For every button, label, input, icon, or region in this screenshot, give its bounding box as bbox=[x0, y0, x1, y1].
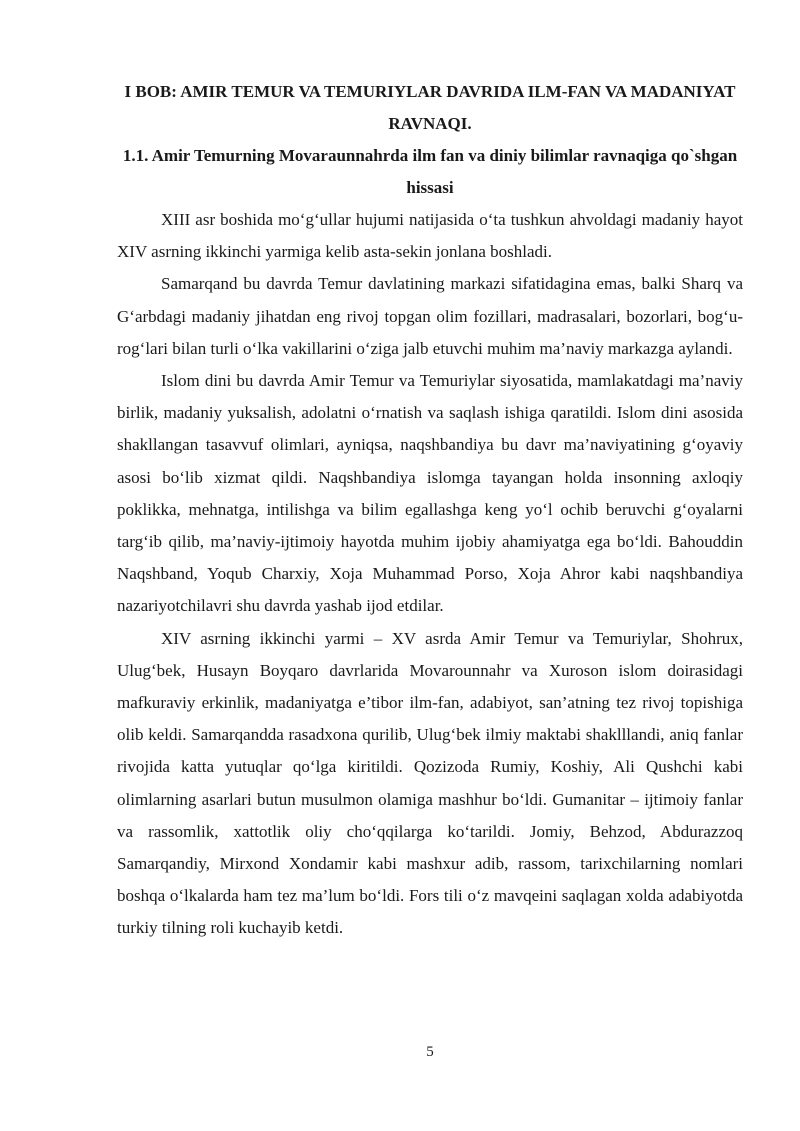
paragraph-1: XIII asr boshida mo‘g‘ullar hujumi natijasida o‘ta tushkun ahvoldagi madaniy hayot XIV asrning ikkinchi yarmiga kelib asta-sekin jonlana boshladi. bbox=[117, 210, 743, 262]
paragraph-3: Islom dini bu davrda Amir Temur va Temuriylar siyosatida, mamlakatdagi ma’naviy birlik, madaniy yuksalish, adolatni o‘rnatish va saqlash ishiga qaratildi. Islom dini asosida shakllangan tasavvuf olimlari, ayniqsa, naqshbandiya bu davr ma’naviyatining g‘oyaviy asosi bo‘lib xizmat qildi. Naqshbandiya islomga tayangan holda insonning axloqiy poklikka, mehnatga, intilishga va bilim egallashga keng yo‘l ochib beruvchi g‘oyalarni targ‘ib qilib, ma’naviy-ijtimoiy hayotda muhim ijobiy ahamiyatga ega bo‘ldi. Bahouddin Naqshband, Yoqub Charxiy, Xoja Muhammad Porso, Xoja Ahror kabi naqshbandiya nazariyotchilavri shu davrda yashab ijod etdilar. bbox=[117, 371, 743, 616]
paragraph-4: XIV asrning ikkinchi yarmi – XV asrda Amir Temur va Temuriylar, Shohrux, Ulug‘bek, Husayn Boyqaro davrlarida Movarounnahr va Xuroson islom doirasidagi mafkuraviy erkinlik, madaniyatga e’tibor ilm-fan, adabiyot, san’atning tez rivoj topishiga olib keldi. Samarqandda rasadxona qurilib, Ulug‘bek ilmiy maktabi shaklllandi, aniq fanlar rivojida katta yutuqlar qo‘lga kiritildi. Qozizoda Rumiy, Koshiy, Ali Qushchi kabi olimlarning asarlari butun musulmon olamiga mashhur bo‘ldi. Gumanitar – ijtimoiy fanlar va rassomlik, xattotlik oliy cho‘qqilarga ko‘tarildi. Jomiy, Behzod, Abdurazzoq Samarqandiy, Mirxond Xondamir kabi mashxur adib, rassom, tarixchilarning nomlari boshqa o‘lkalarda ham tez ma’lum bo‘ldi. Fors tili o‘z mavqeini saqlagan xolda adabiyotda turkiy tilning roli kuchayib ketdi. bbox=[117, 628, 743, 938]
section-title: 1.1. Amir Temurning Movaraunnahrda ilm fan va diniy bilimlar ravnaqiga qo`shgan hissasi bbox=[122, 146, 738, 197]
chapter-title: I BOB: AMIR TEMUR VA TEMURIYLAR DAVRIDA ILM-FAN VA MADANIYAT RAVNAQI. bbox=[124, 82, 736, 133]
document-page bbox=[117, 76, 743, 945]
paragraph-2: Samarqand bu davrda Temur davlatining markazi sifatidagina emas, balki Sharq va G‘arbdagi madaniy jihatdan eng rivoj topgan olim fozillari, madrasalari, bozorlari, bog‘u-rog‘lari bilan turli o‘lka vakillarini o‘ziga jalb etuvchi muhim ma’naviy markazga aylandi. bbox=[117, 274, 743, 358]
page-number: 5 bbox=[426, 1044, 434, 1060]
